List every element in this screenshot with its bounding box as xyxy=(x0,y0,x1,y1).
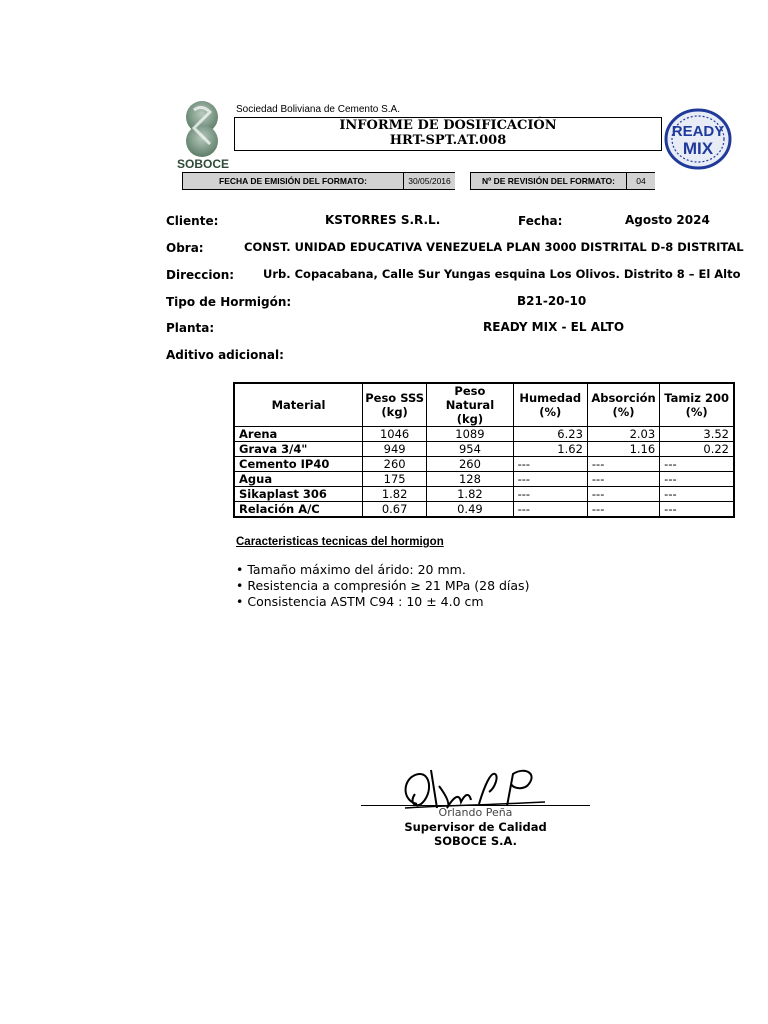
material-name: Cemento IP40 xyxy=(234,457,363,472)
plant-label: Planta: xyxy=(166,321,215,335)
document-code: HRT-SPT.AT.008 xyxy=(389,133,507,148)
table-cell: 949 xyxy=(363,442,427,457)
table-cell: --- xyxy=(513,487,587,502)
table-cell: 260 xyxy=(363,457,427,472)
table-cell: --- xyxy=(660,502,734,518)
table-cell: --- xyxy=(587,502,659,518)
date-value: Agosto 2024 xyxy=(625,213,710,227)
table-cell: 0.49 xyxy=(427,502,513,518)
revision-label: Nº DE REVISIÓN DEL FORMATO: xyxy=(482,176,615,186)
list-item: • Tamaño máximo del árido: 20 mm. xyxy=(236,562,529,578)
table-cell: 175 xyxy=(363,472,427,487)
plant-value: READY MIX - EL ALTO xyxy=(483,320,625,334)
table-cell: --- xyxy=(660,472,734,487)
ready-mix-logo-line1: READY xyxy=(671,123,725,140)
col-header-tamiz: Tamiz 200 (%) xyxy=(660,383,734,427)
document-title-box xyxy=(234,117,662,151)
col-header-absorcion: Absorción (%) xyxy=(587,383,659,427)
concrete-type-value: B21-20-10 xyxy=(517,294,587,308)
table-cell: 1.82 xyxy=(363,487,427,502)
signatory-role: Supervisor de Calidad xyxy=(404,820,547,834)
signatory-name: Orlando Peña xyxy=(438,806,513,819)
table-cell: 0.67 xyxy=(363,502,427,518)
address-label: Direccion: xyxy=(166,268,235,282)
soboce-logo-text: SOBOCE xyxy=(176,157,230,171)
issue-date-label: FECHA DE EMISIÓN DEL FORMATO: xyxy=(219,176,367,186)
issue-date-value: 30/05/2016 xyxy=(403,173,455,189)
table-cell: --- xyxy=(660,457,734,472)
table-cell: --- xyxy=(587,472,659,487)
material-name: Sikaplast 306 xyxy=(234,487,363,502)
material-name: Grava 3/4" xyxy=(234,442,363,457)
table-cell: --- xyxy=(513,502,587,518)
dosage-table xyxy=(233,382,735,518)
ready-mix-logo-line2: MIX xyxy=(682,139,714,158)
issue-date-box xyxy=(182,172,455,190)
revision-box xyxy=(470,172,655,190)
table-cell: 1089 xyxy=(427,427,513,442)
table-row xyxy=(234,502,734,518)
col-header-humedad: Humedad (%) xyxy=(513,383,587,427)
material-name: Agua xyxy=(234,472,363,487)
table-cell: 954 xyxy=(427,442,513,457)
table-cell: --- xyxy=(660,487,734,502)
table-cell: 1.62 xyxy=(513,442,587,457)
revision-value: 04 xyxy=(626,173,655,189)
table-cell: 128 xyxy=(427,472,513,487)
address-value: Urb. Copacabana, Calle Sur Yungas esquina Los Olivos. Distrito 8 – El Alto xyxy=(263,267,741,281)
table-cell: 1.82 xyxy=(427,487,513,502)
list-item: • Resistencia a compresión ≥ 21 MPa (28 días) xyxy=(236,578,529,594)
project-label: Obra: xyxy=(166,241,204,255)
material-name: Relación A/C xyxy=(234,502,363,518)
additive-label: Aditivo adicional: xyxy=(166,348,284,362)
table-cell: --- xyxy=(587,457,659,472)
date-label: Fecha: xyxy=(518,214,563,228)
client-label: Cliente: xyxy=(166,214,219,228)
table-cell: --- xyxy=(587,487,659,502)
table-cell: 1.16 xyxy=(587,442,659,457)
soboce-logo xyxy=(172,100,234,172)
table-cell: 3.52 xyxy=(660,427,734,442)
col-header-peso-natural: Peso Natural (kg) xyxy=(427,383,513,427)
table-row xyxy=(234,427,734,442)
table-row xyxy=(234,442,734,457)
signatory-company: SOBOCE S.A. xyxy=(433,834,518,848)
col-header-material: Material xyxy=(234,383,363,427)
ready-mix-logo xyxy=(664,108,732,170)
table-cell: 0.22 xyxy=(660,442,734,457)
table-row xyxy=(234,487,734,502)
table-cell: 2.03 xyxy=(587,427,659,442)
project-value: CONST. UNIDAD EDUCATIVA VENEZUELA PLAN 3000 DISTRITAL D-8 DISTRITAL xyxy=(244,240,744,254)
document-title: INFORME DE DOSIFICACIÓN xyxy=(339,118,557,133)
characteristics-list xyxy=(236,562,529,610)
col-header-peso-sss: Peso SSS (kg) xyxy=(363,383,427,427)
table-cell: 6.23 xyxy=(513,427,587,442)
list-item: • Consistencia ASTM C94 : 10 ± 4.0 cm xyxy=(236,594,529,610)
table-header-row xyxy=(234,383,734,427)
table-cell: --- xyxy=(513,472,587,487)
table-cell: 260 xyxy=(427,457,513,472)
company-name: Sociedad Boliviana de Cemento S.A. xyxy=(236,104,400,115)
table-row xyxy=(234,472,734,487)
table-cell: --- xyxy=(513,457,587,472)
table-row xyxy=(234,457,734,472)
material-name: Arena xyxy=(234,427,363,442)
table-cell: 1046 xyxy=(363,427,427,442)
client-value: KSTORRES S.R.L. xyxy=(325,213,441,227)
concrete-type-label: Tipo de Hormigón: xyxy=(166,295,292,309)
characteristics-title: Caracteristicas tecnicas del hormigon xyxy=(236,536,444,548)
